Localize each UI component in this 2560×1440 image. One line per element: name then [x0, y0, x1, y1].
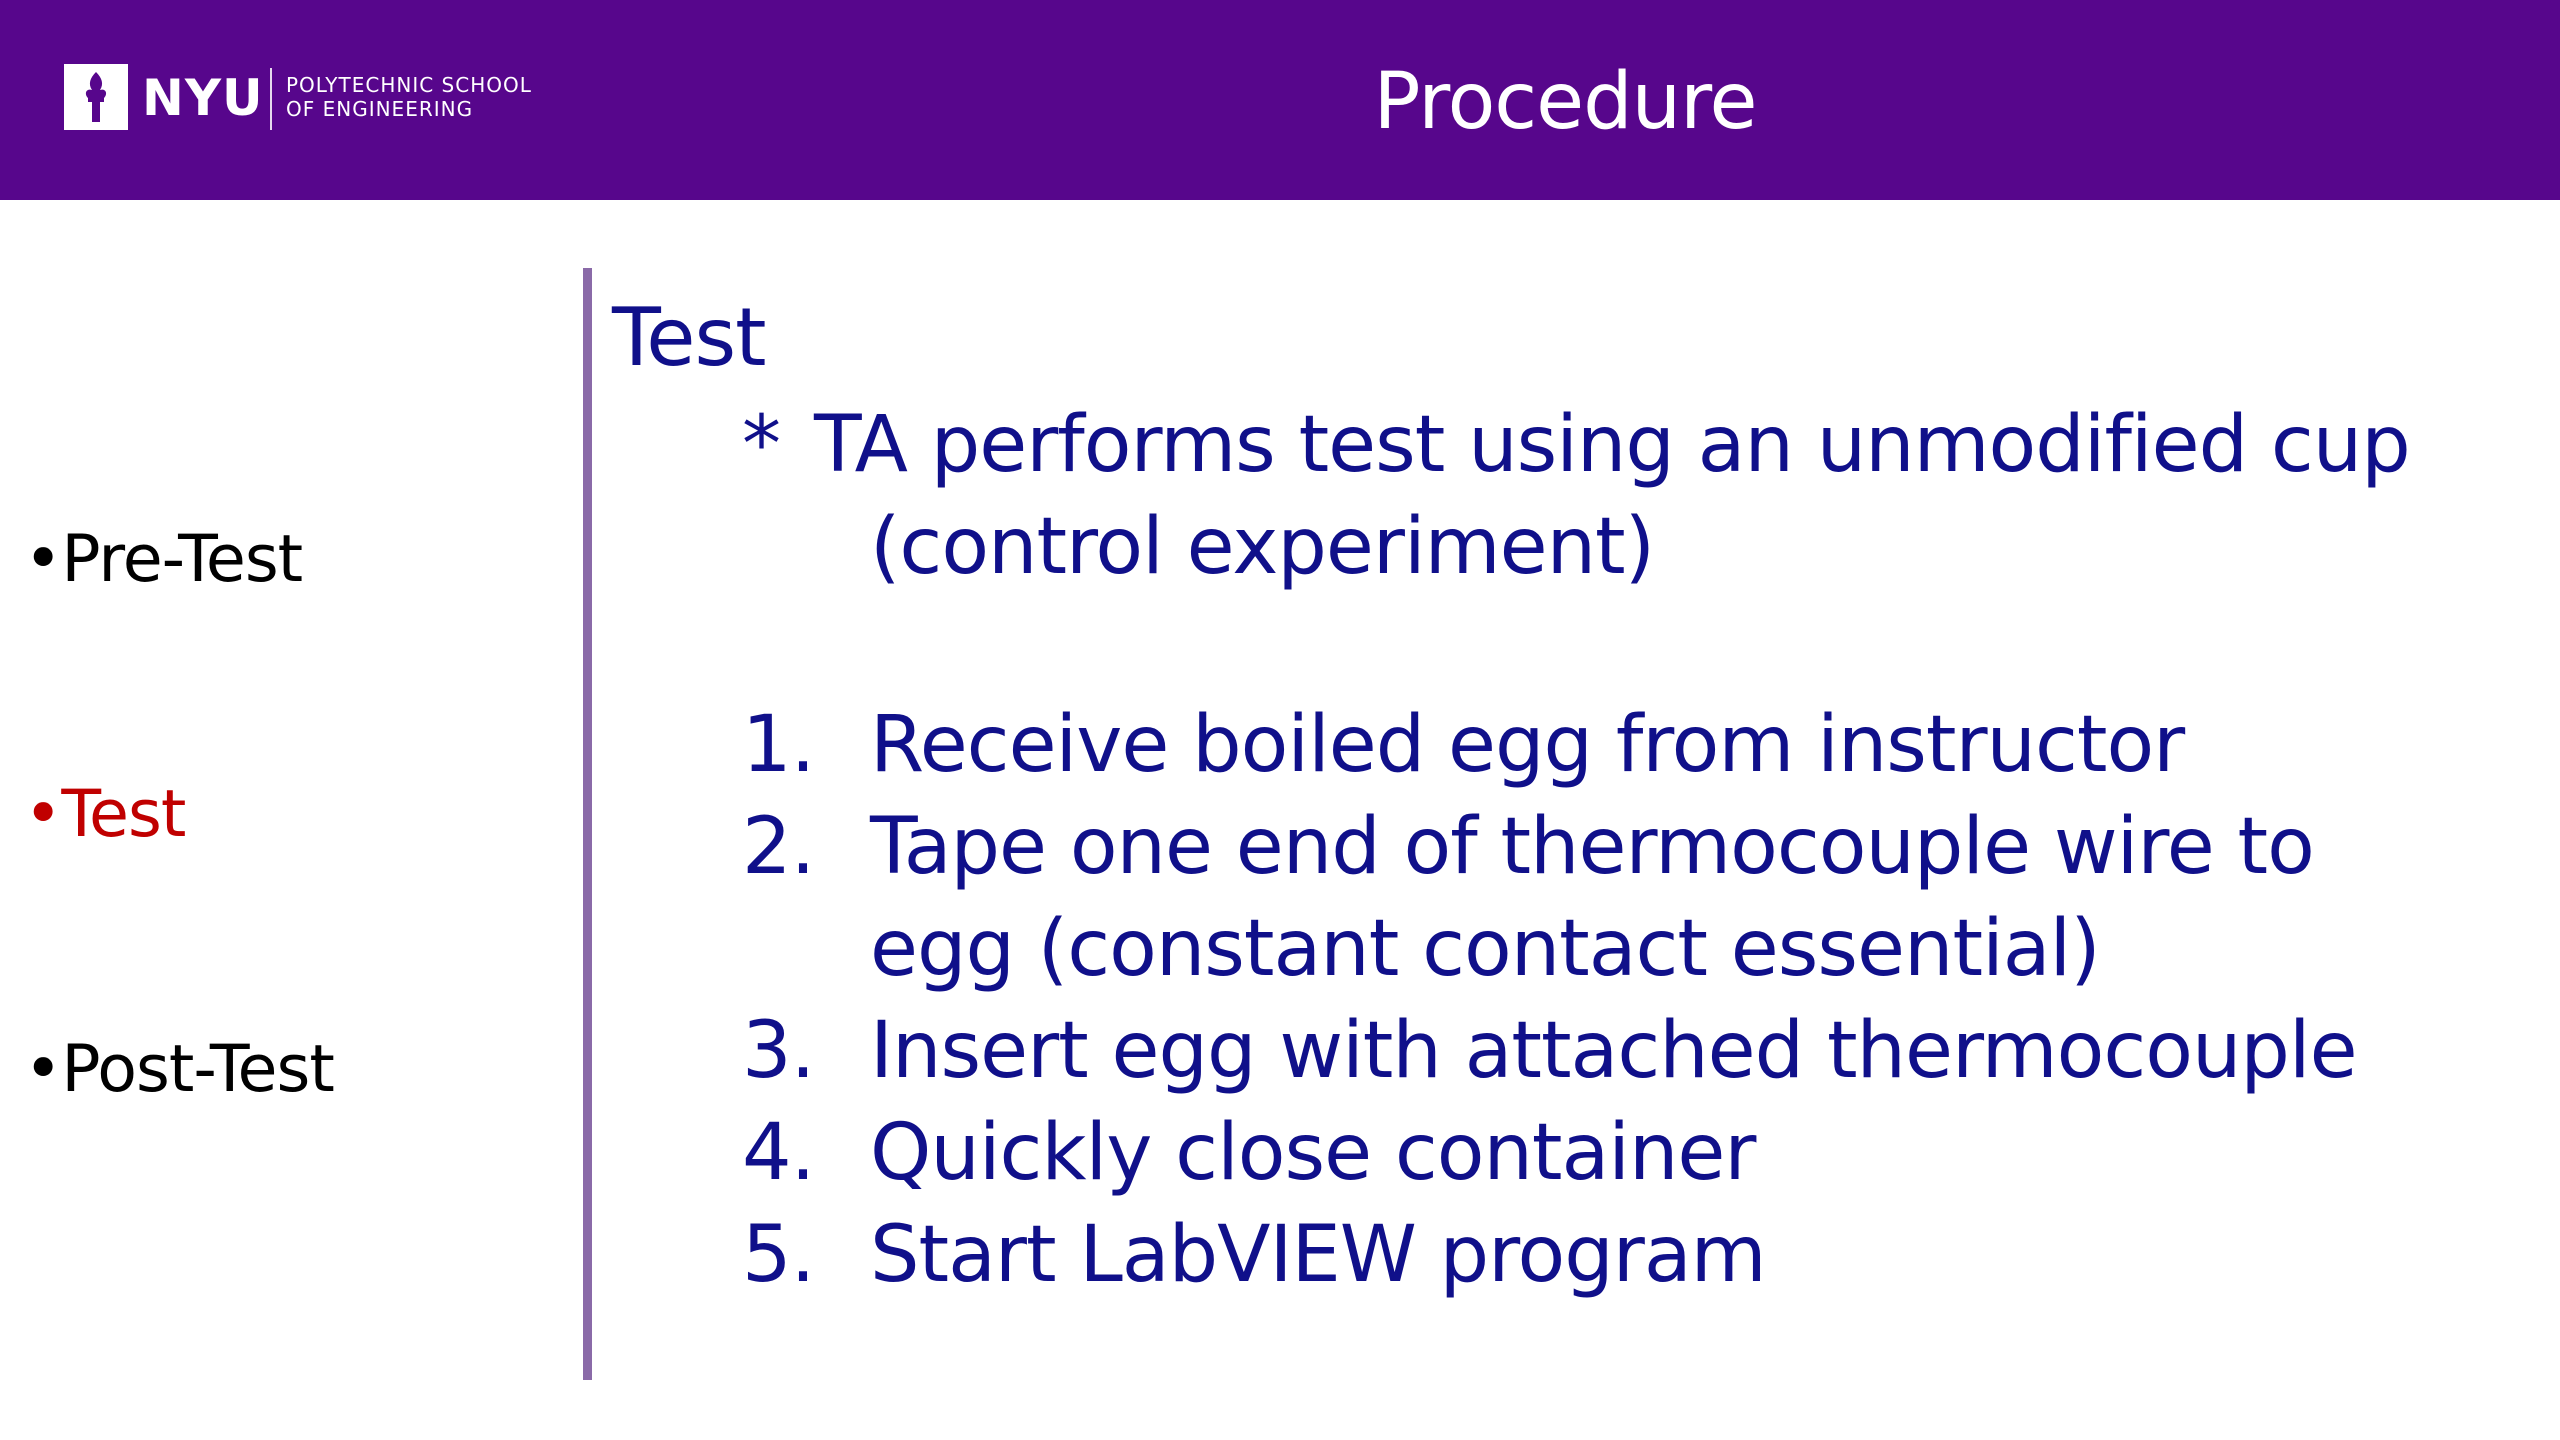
- step-number: 3.: [742, 1006, 815, 1096]
- vertical-divider: [583, 268, 592, 1380]
- step-text: Insert egg with attached thermocouple: [870, 1006, 2357, 1096]
- step-text: Quickly close container: [870, 1108, 1756, 1198]
- note-asterisk: *: [742, 400, 780, 490]
- nyu-torch-logo-icon: [64, 64, 128, 130]
- note-line-2: (control experiment): [870, 502, 1655, 592]
- logo-school-text: [286, 73, 532, 121]
- nav-item-pre-test: •Pre-Test: [24, 522, 303, 597]
- slide-title: Procedure: [1373, 57, 1757, 147]
- step-number: 2.: [742, 802, 815, 892]
- step-number: 4.: [742, 1108, 815, 1198]
- logo-school-line2: OF ENGINEERING: [286, 97, 474, 121]
- logo-divider: [270, 68, 272, 130]
- logo-school-line1: POLYTECHNIC SCHOOL: [286, 73, 532, 97]
- step-text: Tape one end of thermocouple wire to: [870, 802, 2314, 892]
- nav-item-test: •Test: [24, 777, 186, 852]
- header-bar: [0, 0, 2560, 200]
- step-number: 5.: [742, 1210, 815, 1300]
- section-heading: Test: [612, 291, 766, 384]
- logo-nyu-text: NYU: [142, 69, 264, 127]
- nav-item-post-test: •Post-Test: [24, 1032, 334, 1107]
- step-text: Receive boiled egg from instructor: [870, 700, 2185, 790]
- note-line-1: TA performs test using an unmodified cup: [814, 400, 2410, 490]
- step-text: Start LabVIEW program: [870, 1210, 1766, 1300]
- step-number: 1.: [742, 700, 815, 790]
- step-text-continued: egg (constant contact essential): [870, 904, 2100, 994]
